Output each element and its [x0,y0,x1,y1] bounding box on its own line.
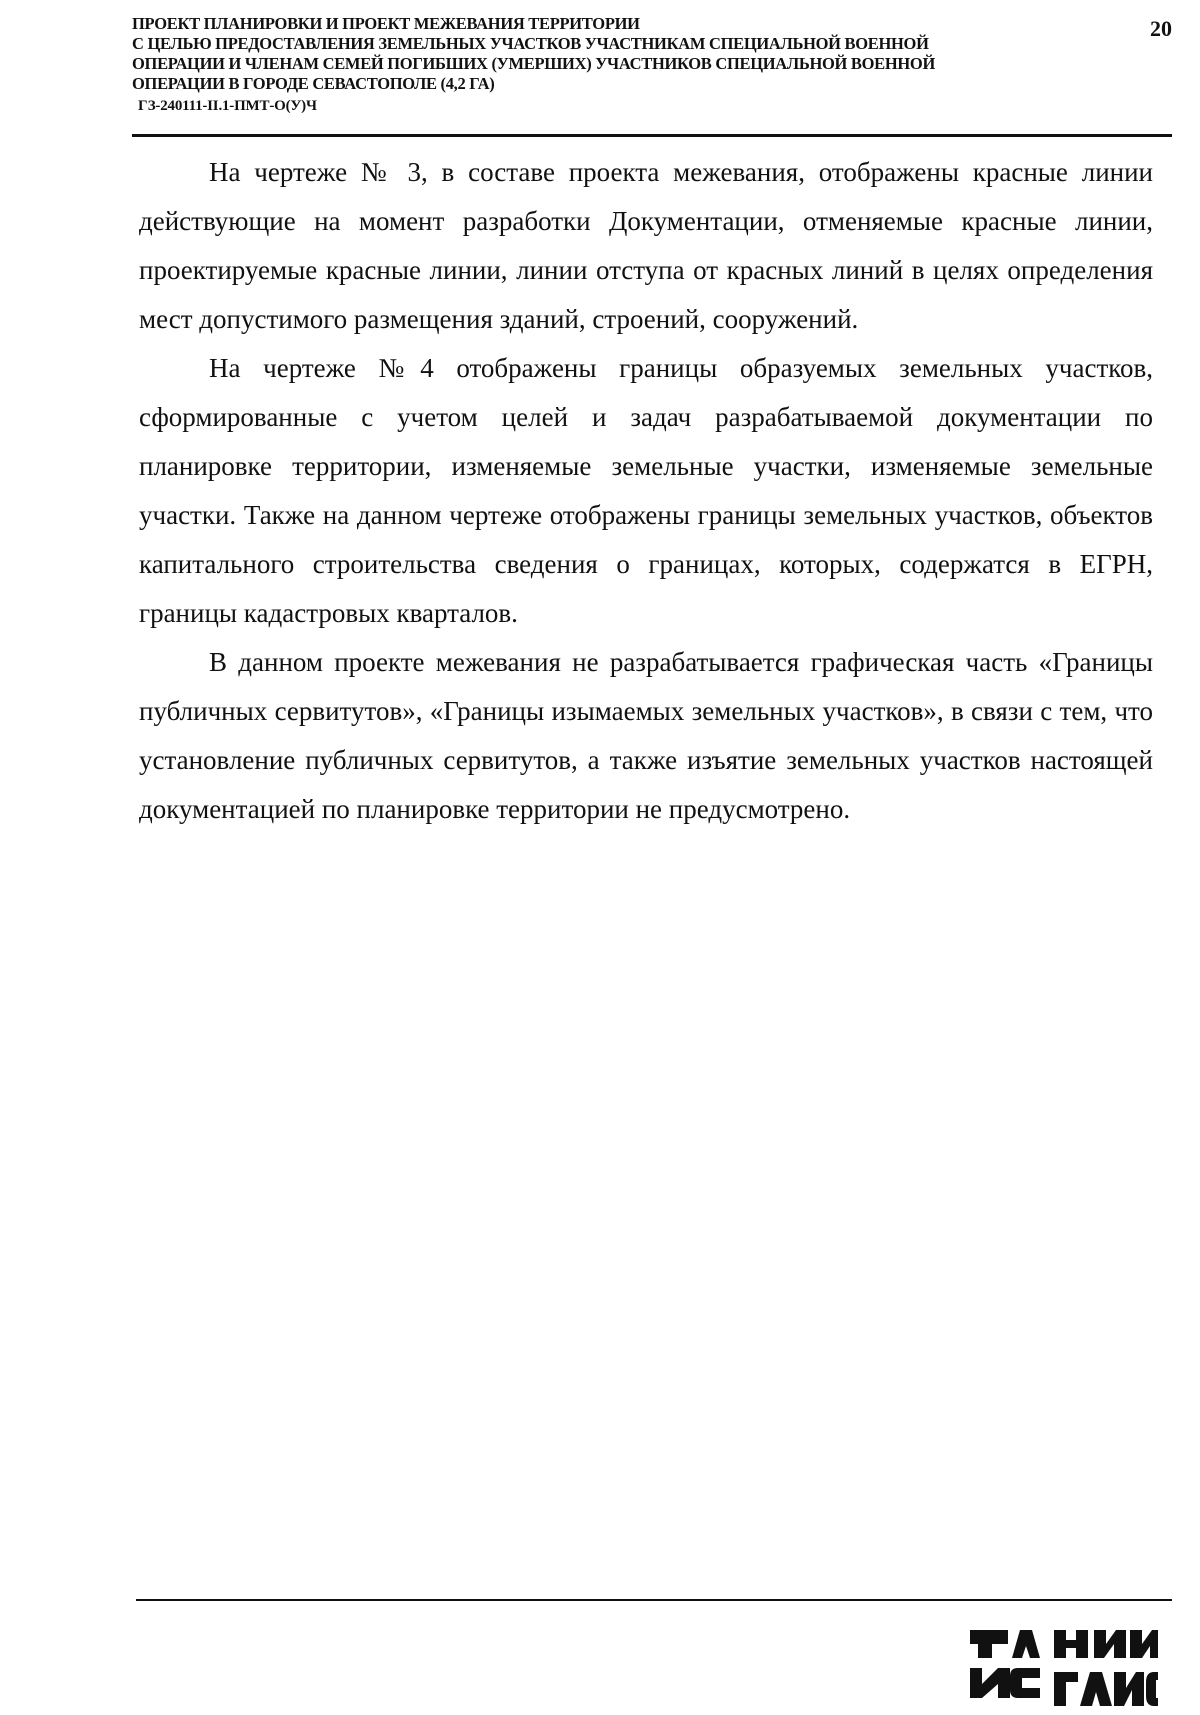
project-title: ПРОЕКТ ПЛАНИРОВКИ И ПРОЕКТ МЕЖЕВАНИЯ ТЕРРИТОРИИ С ЦЕЛЬЮ ПРЕДОСТАВЛЕНИЯ ЗЕМЕЛЬНЫХ УЧАСТКОВ УЧАСТНИКАМ СПЕЦИАЛЬНОЙ ВОЕННОЙ ОПЕРАЦИИ И ЧЛЕНАМ СЕМЕЙ ПОГИБШИХ (УМЕРШИХ) УЧАСТНИКОВ СПЕЦИАЛЬНОЙ ВОЕННОЙ ОПЕРАЦИИ В ГОРОДЕ СЕВАСТОПОЛЕ (4,2 ГА) [132,14,935,93]
document-code: ГЗ-240111-II.1-ПМТ-О(У)Ч [138,98,317,114]
footer-divider [136,1599,1172,1601]
document-body [139,148,1153,834]
paragraph-drawing-4: На чертеже №4 отображены границы образуемых земельных участков, сформированные с учетом целей и задач разрабатываемой документации по планировке территории, изменяемые земельные участки, изменяемые земельные участки. Также на данном чертеже отображены границы земельных участков, объектов капитального строительства сведения о границах, которых, содержатся в ЕГРН, границы кадастровых кварталов. [139,353,1153,628]
paragraph-servitudes: В данном проекте межевания не разрабатывается графическая часть «Границы публичных сервитутов», «Границы изымаемых земельных участков», в связи с тем, что установление публичных сервитутов, а также изъятие земельных участков настоящей документацией по планировке территории не предусмотрено. [139,647,1153,824]
organization-logo [968,1628,1158,1715]
organization-logo-mark [968,1628,1158,1715]
document-header [132,14,1122,116]
page-number: 20 [1150,16,1172,41]
paragraph-drawing-3: На чертеже № 3, в составе проекта межевания, отображены красные линии действующие на момент разработки Документации, отменяемые красные линии, проектируемые красные линии, линии отступа от красных линий в целях определения мест допустимого размещения зданий, строений, сооружений. [139,157,1153,334]
header-divider [132,134,1172,137]
